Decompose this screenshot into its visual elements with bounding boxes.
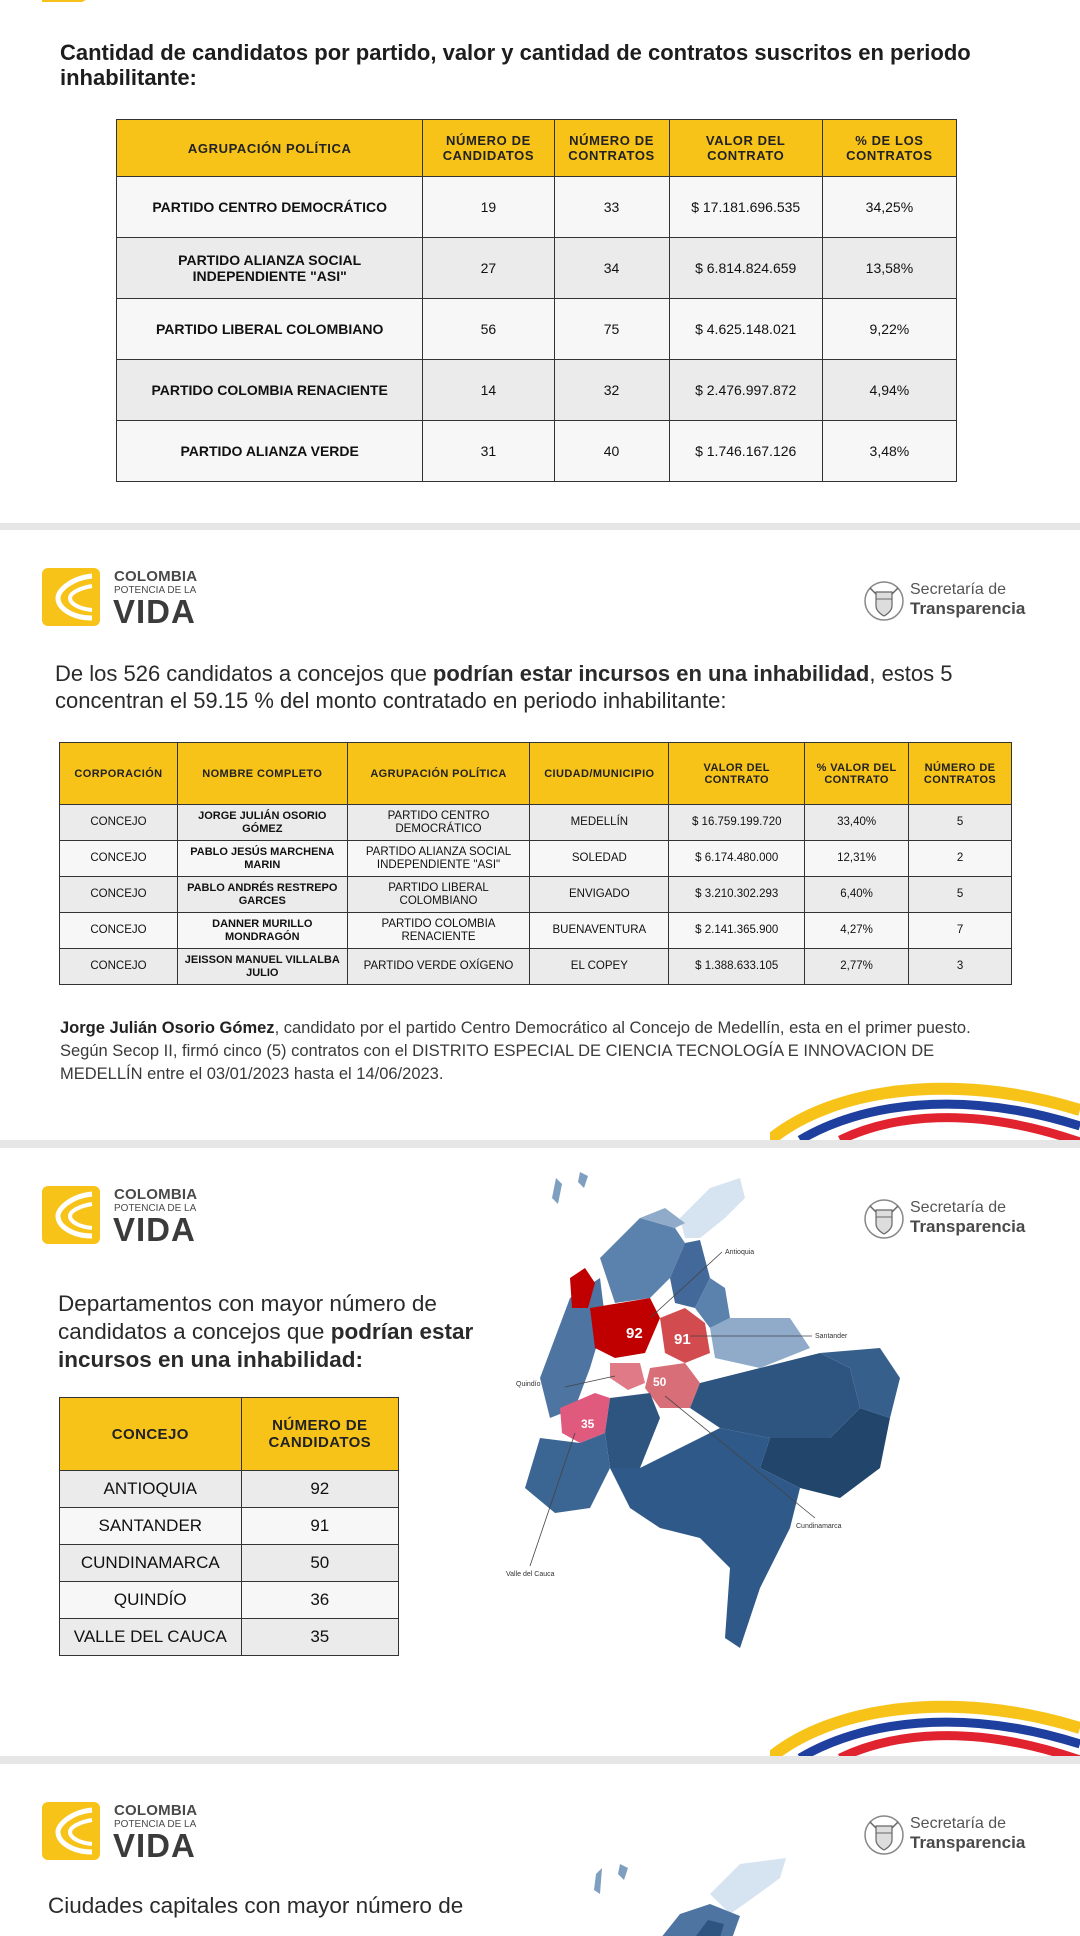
cell-percent: 4,94% (822, 360, 956, 421)
table-row (60, 841, 1012, 877)
heading-emphasis: podrían estar incursos en una inhabilidad (432, 661, 870, 686)
col-header: CORPORACIÓN (60, 743, 178, 805)
map-label-cundinamarca: Cundinamarca (796, 1523, 842, 1530)
cell-party: PARTIDO CENTRO DEMOCRÁTICO (117, 177, 423, 238)
cell-name: DANNER MURILLO MONDRAGÓN (177, 913, 347, 949)
col-header: VALOR DEL CONTRATO (669, 743, 805, 805)
cell-name: JEISSON MANUEL VILLALBA JULIO (177, 949, 347, 985)
heading-emphasis: podrían estar (330, 1319, 474, 1344)
cell-percent: 3,48% (822, 421, 956, 482)
cell-contracts: 75 (554, 299, 669, 360)
cell-party: PARTIDO ALIANZA SOCIAL INDEPENDIENTE "ASI" (347, 841, 530, 877)
map-value-cundinamarca: 50 (653, 1375, 667, 1389)
map-value-valle: 35 (581, 1417, 595, 1431)
cell-value: $ 3.210.302.293 (669, 877, 805, 913)
brand-logo-icon (42, 568, 100, 626)
departments-table (59, 1397, 399, 1656)
cell-count: 35 (241, 1619, 398, 1656)
cell-city: SOLEDAD (530, 841, 669, 877)
candidate-detail: , candidato por el partido Centro Democrático al Concejo de Medellín, esta en el primer puesto. Según Secop II, firmó cinco (5) contratos con el DISTRITO ESPECIAL DE CIENCIA TECNOLOGÍA E INNOVACION DE MEDELLÍN entre el 03/01/2023 hasta el 14/06/2023. (60, 1019, 971, 1083)
col-header: % VALOR DEL CONTRATO (805, 743, 909, 805)
cell-percent: 9,22% (822, 299, 956, 360)
flag-ribbon-decoration (770, 1688, 1080, 1756)
table-row (117, 360, 957, 421)
table-row (60, 1508, 399, 1545)
candidate-name: Jorge Julián Osorio Gómez (60, 1019, 275, 1037)
cell-count: 91 (241, 1508, 398, 1545)
cell-candidates: 19 (423, 177, 554, 238)
cell-department: CUNDINAMARCA (60, 1545, 242, 1582)
region-cauca (525, 1433, 610, 1513)
table-row (117, 177, 957, 238)
slide-departments (0, 1148, 1080, 1756)
brand-logo-mark-partial (42, 0, 102, 10)
cell-party: PARTIDO COLOMBIA RENACIENTE (117, 360, 423, 421)
map-value-santander: 91 (674, 1331, 691, 1348)
secretaria-line-2: Transparencia (910, 599, 1026, 618)
section-heading (55, 660, 1035, 714)
cell-corporation: CONCEJO (60, 913, 178, 949)
brand-logo (42, 1186, 222, 1256)
col-header: NOMBRE COMPLETO (177, 743, 347, 805)
cell-value: $ 4.625.148.021 (669, 299, 822, 360)
table-row (60, 913, 1012, 949)
cell-count: 7 (909, 913, 1012, 949)
cell-name: PABLO JESÚS MARCHENA MARIN (177, 841, 347, 877)
cell-contracts: 33 (554, 177, 669, 238)
brand-logo-icon (42, 1802, 100, 1860)
cell-corporation: CONCEJO (60, 949, 178, 985)
cell-city: BUENAVENTURA (530, 913, 669, 949)
cell-candidates: 27 (423, 238, 554, 299)
page-title: Cantidad de candidatos por partido, valor y cantidad de contratos suscritos en periodo inhabilitante: (60, 40, 971, 90)
cell-count: 5 (909, 877, 1012, 913)
heading-part: , estos 5 concentran el 59.15 % del monto contratado en periodo inhabilitante: (55, 661, 953, 713)
flag-ribbon-decoration (770, 1070, 1080, 1140)
col-header: VALOR DEL CONTRATO (669, 120, 822, 177)
cell-department: QUINDÍO (60, 1582, 242, 1619)
cell-percent: 4,27% (805, 913, 909, 949)
slide-top-candidates (0, 530, 1080, 1140)
top-candidates-table (59, 742, 1012, 985)
coat-of-arms-icon (862, 1812, 906, 1858)
island-shape (552, 1178, 562, 1204)
map-label-quindio: Quindío (516, 1381, 541, 1388)
island-shape (578, 1172, 588, 1188)
map-label-santander: Santander (815, 1333, 848, 1340)
col-header: NÚMERO DE CANDIDATOS (423, 120, 554, 177)
col-header: AGRUPACIÓN POLÍTICA (347, 743, 530, 805)
secretaria-line-1: Secretaría de (910, 581, 1007, 598)
table-row (60, 1471, 399, 1508)
cell-count: 36 (241, 1582, 398, 1619)
brand-logo (42, 1802, 222, 1872)
cell-percent: 12,31% (805, 841, 909, 877)
cell-value: $ 6.814.824.659 (669, 238, 822, 299)
region-caribbean (600, 1218, 685, 1303)
brand-line-1: COLOMBIA (114, 1186, 198, 1203)
brand-line-2: POTENCIA DE LA (114, 1819, 197, 1830)
cell-percent: 33,40% (805, 805, 909, 841)
table-row (60, 949, 1012, 985)
slide-capital-cities (0, 1764, 1080, 1936)
map-label-valle: Valle del Cauca (506, 1571, 555, 1578)
col-header: % DE LOS CONTRATOS (822, 120, 956, 177)
brand-line-3: VIDA (113, 1827, 196, 1864)
map-value-antioquia: 92 (626, 1325, 643, 1342)
cell-percent: 34,25% (822, 177, 956, 238)
cell-candidates: 14 (423, 360, 554, 421)
table-row (117, 299, 957, 360)
col-header: CIUDAD/MUNICIPIO (530, 743, 669, 805)
cell-party: PARTIDO ALIANZA VERDE (117, 421, 423, 482)
cell-city: ENVIGADO (530, 877, 669, 913)
region-meta (690, 1353, 860, 1438)
cell-name: JORGE JULIÁN OSORIO GÓMEZ (177, 805, 347, 841)
cell-party: PARTIDO CENTRO DEMOCRÁTICO (347, 805, 530, 841)
cell-count: 50 (241, 1545, 398, 1582)
table-row (117, 421, 957, 482)
cell-party: PARTIDO COLOMBIA RENACIENTE (347, 913, 530, 949)
cell-percent: 13,58% (822, 238, 956, 299)
secretaria-line-1: Secretaría de (910, 1199, 1007, 1216)
secretaria-logo (862, 1812, 1062, 1862)
secretaria-logo (862, 578, 1062, 628)
region-guajira (680, 1178, 745, 1238)
secretaria-line-2: Transparencia (910, 1833, 1026, 1852)
cell-contracts: 34 (554, 238, 669, 299)
slide-party-contracts (0, 0, 1080, 523)
cell-department: SANTANDER (60, 1508, 242, 1545)
col-header: CONCEJO (60, 1398, 242, 1471)
cell-value: $ 6.174.480.000 (669, 841, 805, 877)
cell-count: 92 (241, 1471, 398, 1508)
region-tolima (605, 1393, 660, 1468)
table-row (60, 1619, 399, 1656)
cell-corporation: CONCEJO (60, 805, 178, 841)
cell-count: 3 (909, 949, 1012, 985)
colombia-choropleth-map (500, 1168, 960, 1728)
section-heading: Ciudades capitales con mayor número de (48, 1893, 464, 1918)
heading-part: De los 526 candidatos a concejos que (55, 661, 433, 686)
table-row (60, 877, 1012, 913)
cell-value: $ 2.141.365.900 (669, 913, 805, 949)
cell-value: $ 17.181.696.535 (669, 177, 822, 238)
brand-line-1: COLOMBIA (114, 568, 198, 585)
party-contracts-table (116, 119, 957, 482)
brand-line-3: VIDA (113, 1211, 196, 1248)
region-antioquia (590, 1298, 660, 1358)
col-header: NÚMERO DE CANDIDATOS (241, 1398, 398, 1471)
cell-city: EL COPEY (530, 949, 669, 985)
table-row (60, 1545, 399, 1582)
table-row (60, 1582, 399, 1619)
cell-contracts: 32 (554, 360, 669, 421)
cell-department: ANTIOQUIA (60, 1471, 242, 1508)
brand-line-2: POTENCIA DE LA (114, 585, 197, 596)
cell-value: $ 2.476.997.872 (669, 360, 822, 421)
map-label-antioquia: Antioquia (725, 1249, 755, 1256)
cell-candidates: 31 (423, 421, 554, 482)
cell-corporation: CONCEJO (60, 877, 178, 913)
cell-count: 2 (909, 841, 1012, 877)
colombia-map-partial (590, 1854, 810, 1936)
section-heading (58, 1290, 538, 1374)
cell-value: $ 1.746.167.126 (669, 421, 822, 482)
cell-corporation: CONCEJO (60, 841, 178, 877)
cell-party: PARTIDO VERDE OXÍGENO (347, 949, 530, 985)
cell-party: PARTIDO LIBERAL COLOMBIANO (347, 877, 530, 913)
secretaria-line-2: Transparencia (910, 1217, 1026, 1236)
cell-percent: 2,77% (805, 949, 909, 985)
heading-emphasis: incursos en una inhabilidad: (58, 1347, 364, 1372)
cell-name: PABLO ANDRÉS RESTREPO GARCES (177, 877, 347, 913)
cell-party: PARTIDO LIBERAL COLOMBIANO (117, 299, 423, 360)
cell-candidates: 56 (423, 299, 554, 360)
cell-department: VALLE DEL CAUCA (60, 1619, 242, 1656)
cell-count: 5 (909, 805, 1012, 841)
brand-logo (42, 568, 222, 638)
table-row (117, 238, 957, 299)
cell-contracts: 40 (554, 421, 669, 482)
cell-value: $ 1.388.633.105 (669, 949, 805, 985)
cell-value: $ 16.759.199.720 (669, 805, 805, 841)
col-header: AGRUPACIÓN POLÍTICA (117, 120, 423, 177)
col-header: NÚMERO DE CONTRATOS (909, 743, 1012, 805)
brand-line-2: POTENCIA DE LA (114, 1203, 197, 1214)
heading-part: Departamentos con mayor número de candidatos a concejos que (58, 1291, 437, 1344)
cell-city: MEDELLÍN (530, 805, 669, 841)
table-row (60, 805, 1012, 841)
secretaria-line-1: Secretaría de (910, 1815, 1007, 1832)
brand-line-3: VIDA (113, 593, 196, 630)
region-quindio (610, 1363, 645, 1390)
brand-line-1: COLOMBIA (114, 1802, 198, 1819)
brand-logo-icon (42, 1186, 100, 1244)
cell-percent: 6,40% (805, 877, 909, 913)
col-header: NÚMERO DE CONTRATOS (554, 120, 669, 177)
cell-party: PARTIDO ALIANZA SOCIAL INDEPENDIENTE "ASI" (117, 238, 423, 299)
coat-of-arms-icon (862, 578, 906, 624)
